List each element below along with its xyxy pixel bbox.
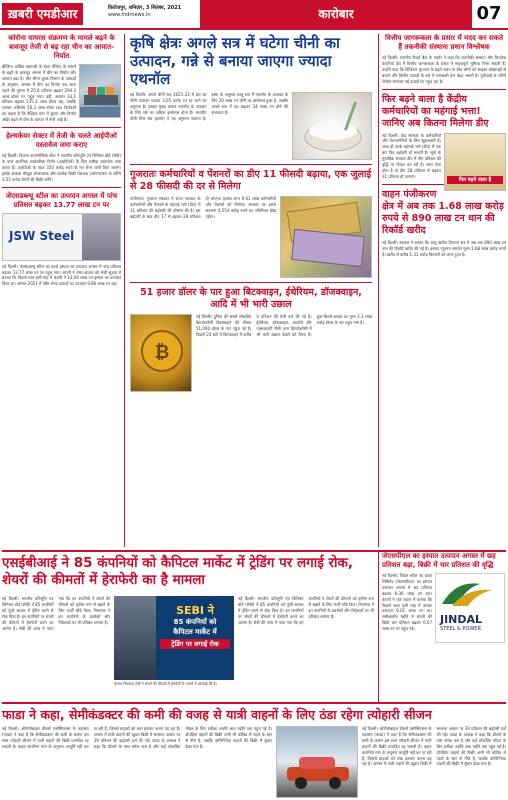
sugar-lead-headline: कृषि क्षेत्रः अगले सत्र में घटेगा चीनी का उत्पादन, गन्ने से बनाया जाएगा ज्यादा एथनॉल [130,34,340,88]
section-title: कारोबार [200,0,472,28]
gujarat-da-body: गांधीनगर। गुजरात सरकार ने राज्य सरकार के कर्मचारियों और पेंशनरों के महंगाई भत्ते (डीए) में 11 प्रतिशत की बढ़ोतरी की घोषणा की है। इस बढ़ोतरी के बाद डीए 17 से बढ़कर 28 प्रतिशत हो जाएगा। इसका लाभ 9.61 लाख कर्मचारियों और पेंशनरों को मिलेगा। सरकार पर इससे सालाना 4,554 करोड़ रुपये का अतिरिक्त बोझ पड़ेगा। [130,196,276,219]
paddy-procurement-body: नई दिल्ली। सरकार ने बताया कि चालू खरीफ विपणन सत्र में अब तक 890 लाख टन धान की रिकॉर्ड खरीद की गई है। इसका न्यूनतम समर्थन मूल्य 1.68 लाख करोड़ रुपये है। खरीद से करीब 1.31 करोड़ किसानों को लाभ हुआ है। [382,239,506,257]
bitcoin-headline: 51 हजार डॉलर के पार हुआ बिटक्वाइन, ईथेरियम, डॉजक्वाइन, आदि में भी भारी उछाल [140,287,362,310]
healthcare-ipo-body: नई दिल्ली। विजया डायग्नोस्टिक सेंटर ने भारतीय प्रतिभूति एवं विनिमय बोर्ड (सेबी) के पास आरंभिक सार्वजनिक निर्गम (आईपीओ) के लिए मसौदा दस्तावेज जमा कराए हैं। आईपीओ के तहत 350 करोड़ रुपये के नए शेयर जारी किए जाएंगे। इसके अलावा मौजूदा शेयरधारक और प्रवर्तक बिक्री पेशकश (ओएफएस) के जरिये 3.55 करोड़ शेयरों की बिक्री करेंगे। [2,153,121,182]
jsw-logo [9,228,74,245]
svg-text:₿: ₿ [154,342,170,363]
jsw-steel-body: नई दिल्ली। जेएसडब्ल्यू स्टील का कच्चे इस्पात का उत्पादन अगस्त में पांच प्रतिशत बढ़कर 13.77 लाख टन पर पहुंच गया। कंपनी ने शेयर बाजार को भेजी सूचना में बताया कि पिछले साल इसी माह में कंपनी ने 13.09 लाख टन इस्पात का उत्पादन किया था। अगस्त 2021 में फ्लैट रोल्ड उत्पादों का उत्पादन 9.86 लाख टन रहा। [2,263,121,287]
car-icon [277,727,358,798]
jspl-body: नई दिल्ली। जिंदल स्टील एंड पावर लिमिटेड (जेएसपीएल) का इस्पात उत्पादन अगस्त में छह प्रतिशत बढ़कर 6.36 लाख टन रहा। कंपनी ने एक बयान में बताया कि पिछले साल इसी माह में उसका उत्पादन 6.01 लाख टन था। समीक्षाधीन महीने में कंपनी की बिक्री चार प्रतिशत बढ़कर 6.07 लाख टन पर पहुंच गई। [382,573,432,632]
sebi-caption: बाजार नियामक सेबी ने शेयरों की कीमतों में हेराफेरी के मामले में कार्रवाई की है। [114,682,217,686]
sebi-graphic-line1: SEBI ने [176,604,214,617]
sebi-graphic-line2: 85 कंपनियों को [173,618,217,626]
date-line: फ़िरोजपुर, शनिवार, 3 सितंबर, 2021 [108,5,182,11]
da-hike-photo [444,133,506,191]
fada-headline: फाडा ने कहा, सेमीकंडक्टर की कमी की वजह से यात्री वाहनों के लिए ठंडा रहेगा त्योहारी सीजन [2,707,432,722]
da-photo-label: फिर बढ़ने वाला है [447,176,503,184]
bitcoin-photo [130,314,192,392]
fada-body-cont: नई दिल्ली। ऑटोमोबाइल डीलर्स एसोसिएशंस के महासंघ (फाडा) ने कहा है कि सेमीकंडक्टर की कमी के कारण इस साल त्योहारी सीजन में यात्री वाहनों की बिक्री प्रभावित रह सकती है। वाहन कंपनियां मांग के अनुरूप आपूर्ति नहीं कर पा रही हैं, जिससे ग्राहकों को लंबा इंतजार करना पड़ रहा है। अगस्त में यात्री वाहनों की खुदरा बिक्री में सालाना आधार पर 39 प्रतिशत की बढ़ोतरी दर्ज की गई। फाडा के अध्यक्ष ने कहा कि डीलरों के पास स्टॉक कम है और कई लोकप्रिय मॉडल के लिए प्रतीक्षा अवधि आठ महीने तक पहुंच गई है। दोपहिया वाहनों की बिक्री अभी भी कोविड से पहले के स्तर से नीचे है, जबकि वाणिज्यिक वाहनों की बिक्री में सुधार देखा गया है। [362,726,506,767]
cargo-ship-icon [80,65,121,118]
currency-notes-photo [280,196,372,278]
central-da-body: नई दिल्ली। केंद्र सरकार के कर्मचारियों और पेंशनभोगियों के लिए खुशखबरी है। जल्द ही उनके महंगाई भत्ते (डीए) में एक बार फिर बढ़ोतरी हो सकती है। सूत्रों के मुताबिक सरकार डीए में तीन प्रतिशत की वृद्धि पर विचार कर रही है। अगर ऐसा होता है तो डीए 28 प्रतिशत से बढ़कर 31 प्रतिशत हो जाएगा। [382,132,441,179]
masthead-meta [108,5,181,19]
china-trade-photo [79,64,121,118]
paddy-procurement-headline: वाहन पंजीकरण क्षेत्र में अब तक 1.68 लाख करोड़ रुपये से 890 लाख टन धान की रिकॉर्ड खरीद [382,188,504,236]
rupee-notes-icon [281,197,372,278]
fada-section [2,702,506,800]
jspl-section [378,552,506,702]
middle-column [130,34,372,547]
sebi-graphic-line3: कैपिटल मार्केट में [173,628,217,636]
gujarat-da-headline: गुजरातः कर्मचारियों व पेंशनरों का डीए 11 फीसदी बढ़ाया, एक जुलाई से 28 फीसदी की दर से मिलेगा [130,169,372,192]
car-showroom-photo [276,726,358,798]
fada-body: नई दिल्ली। ऑटोमोबाइल डीलर्स एसोसिएशंस के महासंघ (फाडा) ने कहा है कि सेमीकंडक्टर की कमी के कारण इस साल त्योहारी सीजन में यात्री वाहनों की बिक्री प्रभावित रह सकती है। वाहन कंपनियां मांग के अनुरूप आपूर्ति नहीं कर पा रही हैं, जिससे ग्राहकों को लंबा इंतजार करना पड़ रहा है। अगस्त में यात्री वाहनों की खुदरा बिक्री में सालाना आधार पर 39 प्रतिशत की बढ़ोतरी दर्ज की गई। फाडा के अध्यक्ष ने कहा कि डीलरों के पास स्टॉक कम है और कई लोकप्रिय मॉडल के लिए प्रतीक्षा अवधि आठ महीने तक पहुंच गई है। दोपहिया वाहनों की बिक्री अभी भी कोविड से पहले के स्तर से नीचे है, जबकि वाणिज्यिक वाहनों की बिक्री में सुधार देखा गया है। [2,726,272,749]
sugar-bowl-icon [293,93,372,160]
sebi-building-photo [114,596,156,680]
bitcoin-coin-icon [131,315,192,392]
bitcoin-body: नई दिल्ली। दुनिया की सबसे लोकप्रिय क्रिप्टोकरेंसी बिटक्वाइन की कीमत 51,000 डॉलर के पार पहुंच गई है। पिछले 24 घंटों में बिटक्वाइन में करीब 4 प्रतिशत की तेजी दर्ज की गई है। ईथेरियम, डॉजक्वाइन, कार्डानो और एक्सआरपी जैसी अन्य क्रिप्टोकरेंसी में भी भारी उछाल देखने को मिला है। कुल क्रिप्टो बाजार का मूल्य 2.3 लाख करोड़ डॉलर के पार पहुंच गया है। [196,314,372,337]
fin-awareness-headline: वित्तीय जागरूकता के प्रसार में मदद कर सकते हैं तकनीकी संस्थानः प्रधान विश्लेषक [385,34,503,51]
fin-awareness-body: नई दिल्ली। भारतीय रिजर्व बैंक के गवर्नर ने कहा कि तकनीकी संस्थान और फिनटेक कंपनियां देश में वित्तीय जागरूकता के प्रसार में महत्वपूर्ण भूमिका निभा सकती हैं। उन्होंने कहा कि डिजिटल भुगतान के बढ़ते चलन के बीच लोगों को साइबर धोखाधड़ी से बचाने और वित्तीय उत्पादों के बारे में जानकारी देना बेहद जरूरी है। यूपीआई के जरिये लेनदेन लगातार नई ऊंचाई पर पहुंच रहा है। [382,55,506,84]
jindal-logo-icon [436,574,505,614]
masthead [0,0,508,30]
jsw-steel-headline: जेएसडब्ल्यू स्टील का उत्पादन अगस्त में पांच प्रतिशत बढ़कर 13.77 लाख टन पर [5,191,118,209]
jsw-steel-logo-photo [2,213,121,261]
right-column [378,34,506,547]
jsw-logo-text: JSW Steel [9,228,75,243]
jindal-logo-photo [435,573,505,643]
sebi-body-cont: नई दिल्ली। भारतीय प्रतिभूति एवं विनिमय बोर्ड (सेबी) ने 85 कंपनियों को पूंजी बाजार में ट्रेडिंग करने से रोक दिया है। इन कंपनियों पर शेयरों की कीमतों में हेराफेरी करने का आरोप है। सेबी की जांच में पाया गया कि इन कंपनियों ने शेयरों की कीमतों को कृत्रिम रूप से बढ़ाने के लिए फर्जी सौदे किए। नियामक ने इन कंपनियों के प्रवर्तकों और निदेशकों पर भी प्रतिबंध लगाया है। [238,596,374,625]
website-line: www.mdrnews.in [108,12,151,18]
sugar-lead-body: नई दिल्ली। अगले चीनी सत्र 2021-22 में देश का चीनी उत्पादन घटकर 3.05 करोड़ टन रह जाने का अनुमान है। इसका मुख्य कारण एथनॉल के उत्पादन के लिए गन्ने का अधिक इस्तेमाल होना है। भारतीय चीनी मिल संघ (इस्मा) ने यह अनुमान जताया है। इस्मा के अनुसार चालू सत्र में एथनॉल के उत्पादन के लिए 20 लाख टन चीनी का इस्तेमाल हुआ है, जबकि अगले सत्र में यह बढ़कर 34 लाख टन होने की संभावना है। [130,92,288,121]
sebi-body: नई दिल्ली। भारतीय प्रतिभूति एवं विनिमय बोर्ड (सेबी) ने 85 कंपनियों को पूंजी बाजार में ट्रेडिंग करने से रोक दिया है। इन कंपनियों पर शेयरों की कीमतों में हेराफेरी करने का आरोप है। सेबी की जांच में पाया गया कि इन कंपनियों ने शेयरों की कीमतों को कृत्रिम रूप से बढ़ाने के लिए फर्जी सौदे किए। नियामक ने इन कंपनियों के प्रवर्तकों और निदेशकों पर भी प्रतिबंध लगाया है। [2,596,110,631]
china-trade-body: बीजिंग। कोविड महामारी के डेल्टा वैरिएंट के मामले के बढ़ने के बावजूद अगस्त में चीन का निर्यात और आयात बढ़ा है। चीन सीमा शुल्क विभाग के आंकड़ों के अनुसार, अगस्त में चीन का निर्यात एक साल पहले की तुलना में 25.6 प्रतिशत बढ़कर 294.3 अरब डॉलर पर पहुंच गया। वहीं, आयात 33.1 प्रतिशत बढ़कर 235.3 अरब डॉलर रहा, जबकि व्यापार अधिशेष 58.3 अरब डॉलर रहा। विशेषज्ञों का कहना है कि वैश्विक मांग में सुधार और निर्यात ऑर्डर बढ़ने से चीन के व्यापार में तेजी आई है। [2,64,76,123]
china-trade-headline: कोरोना वायरस संक्रमण के मामले बढ़ने के बावजूद तेजी से बढ़ रहा चीन का आयात-निर्यात [8,34,115,60]
page-number: 07 [472,0,506,28]
left-column [2,34,125,547]
sebi-graphic [114,596,234,680]
sebi-headline: एसईबीआई ने 85 कंपनियों को कैपिटल मार्केट में ट्रेडिंग पर लगाई रोक, शेयरों की कीमतों में हेराफेरी का है मामला [2,555,354,588]
healthcare-ipo-headline: हेल्थकेयर सेक्टर में तेजी के चलते आईपीओ दस्तावेज जमा कराए [6,132,117,150]
paper-name: ख़बरी एमडीआर [2,3,83,25]
jindal-logo-subtext: STEEL & POWER [440,626,481,632]
central-da-headline: फिर बढ़ने वाला है केंद्रीय कर्मचारियों का महंगाई भत्ता! जानिए अब कितना मिलेगा डीए [382,93,489,129]
sebi-graphic-line4: ट्रेडिंग पर लगाई रोक [160,639,230,649]
jspl-headline: जेएसपीएल का इस्पात उत्पादन अगस्त में छह प्रतिशत बढ़ा, बिक्री में चार प्रतिशत की वृद्धि [382,552,496,569]
sugar-photo [292,92,372,160]
sebi-section [2,550,506,700]
jindal-logo-text: JINDAL [440,613,483,626]
